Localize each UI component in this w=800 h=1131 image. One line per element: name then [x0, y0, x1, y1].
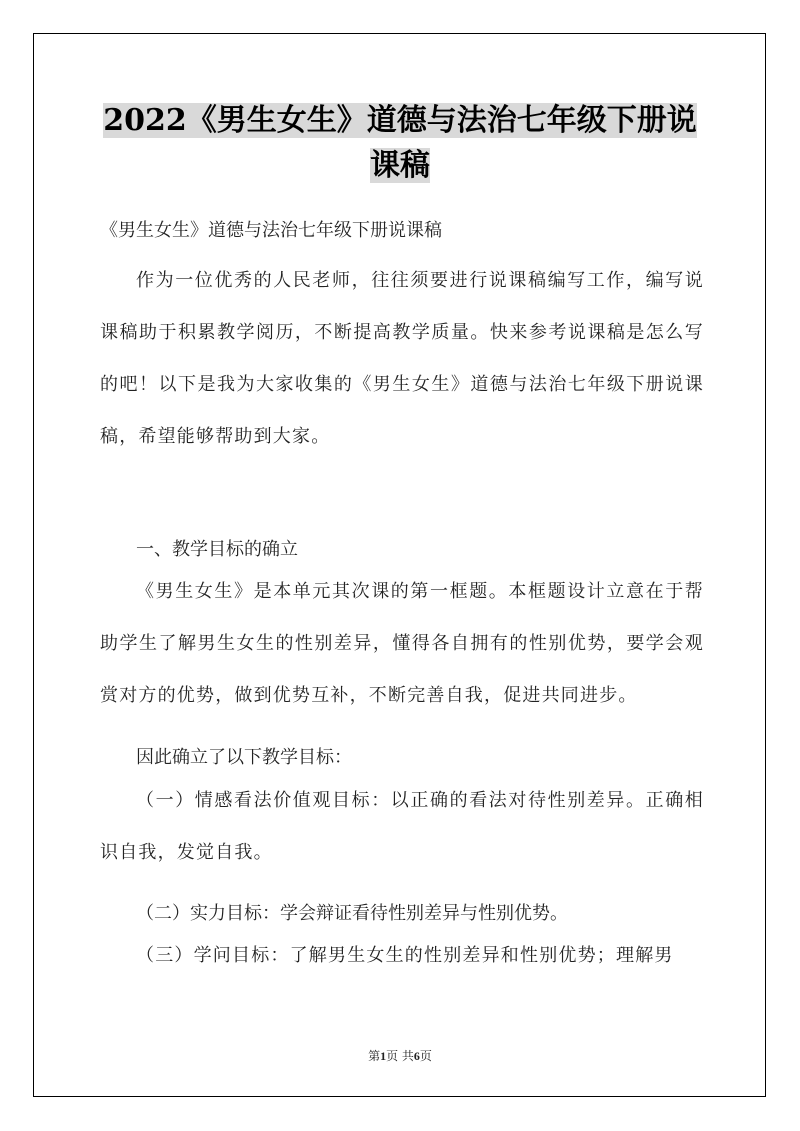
page-mid: 页 共	[386, 1049, 414, 1063]
goal-item-1: （一）情感看法价值观目标：以正确的看法对待性别差异。正确相识自我，发觉自我。	[100, 790, 704, 863]
page-suffix: 页	[419, 1049, 432, 1063]
document-subtitle: 《男生女生》道德与法治七年级下册说课稿	[100, 220, 442, 241]
document-title	[100, 98, 700, 188]
document-title-text: 2022《男生女生》道德与法治七年级下册说课稿	[103, 103, 697, 183]
page-total: 6	[413, 1049, 420, 1063]
goal-item-2: （二）实力目标：学会辩证看待性别差异与性别优势。	[136, 903, 568, 924]
section-heading: 一、教学目标的确立	[136, 539, 298, 560]
section-paragraph: 《男生女生》是本单元其次课的第一框题。本框题设计立意在于帮助学生了解男生女生的性别差异，懂得各自拥有的性别优势，要学会观赏对方的优势，做到优势互补，不断完善自我，促进共同进步。	[100, 581, 704, 706]
intro-paragraph: 作为一位优秀的人民老师，往往须要进行说课稿编写工作，编写说课稿助于积累教学阅历，不断提高教学质量。快来参考说课稿是怎么写的吧！以下是我为大家收集的《男生女生》道德与法治七年级下册说课稿，希望能够帮助到大家。	[100, 270, 704, 447]
page-footer	[0, 1047, 800, 1064]
page-prefix: 第	[368, 1049, 381, 1063]
goals-intro: 因此确立了以下教学目标：	[136, 747, 352, 768]
goal-item-3: （三）学问目标：了解男生女生的性别差异和性别优势；理解男	[136, 945, 674, 966]
page-current: 1	[380, 1049, 387, 1063]
